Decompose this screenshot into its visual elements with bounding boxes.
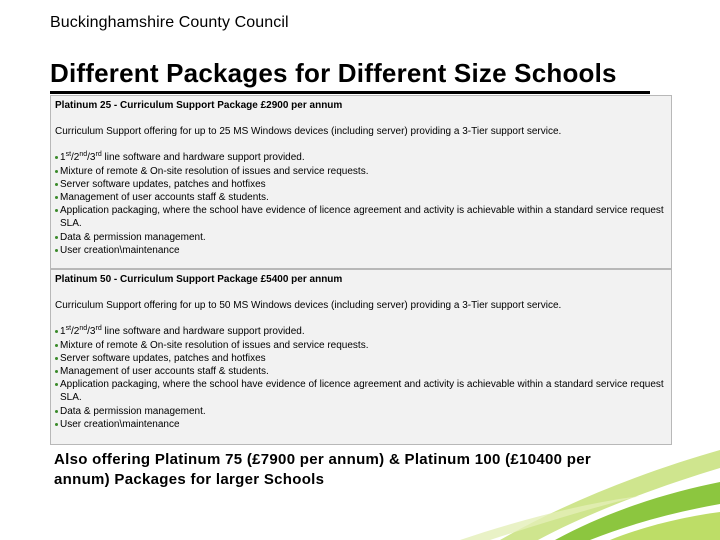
list-item: Data & permission management. <box>55 231 667 244</box>
package-intro: Curriculum Support offering for up to 50 MS Windows devices (including server) providing a 3-Tier support service. <box>55 300 562 312</box>
list-item: Server software updates, patches and hotfixes <box>55 178 667 191</box>
page-title: Different Packages for Different Size Schools <box>50 58 617 88</box>
title-underline <box>50 91 650 94</box>
green-swoosh-decoration <box>460 420 720 540</box>
list-item: Mixture of remote & On-site resolution of issues and service requests. <box>55 165 667 178</box>
list-item: Management of user accounts staff & students. <box>55 365 667 378</box>
package-intro: Curriculum Support offering for up to 25 MS Windows devices (including server) providing a 3-Tier support service. <box>55 126 562 138</box>
list-item: User creation\maintenance <box>55 418 667 431</box>
package-platinum-25 <box>50 95 672 269</box>
list-item: Application packaging, where the school have evidence of licence agreement and activity is achievable within a standard service request SLA. <box>55 378 667 404</box>
list-item: Data & permission management. <box>55 405 667 418</box>
organization-name: Buckinghamshire County Council <box>50 14 289 31</box>
package-heading: Platinum 25 - Curriculum Support Package £2900 per annum <box>55 100 343 111</box>
list-item: 1st/2nd/3rd line software and hardware support provided. <box>55 325 667 338</box>
additional-packages-note: Also offering Platinum 75 (£7900 per annum) & Platinum 100 (£10400 per annum) Packages for larger Schools <box>54 451 591 488</box>
list-item: Server software updates, patches and hotfixes <box>55 352 667 365</box>
list-item: Mixture of remote & On-site resolution of issues and service requests. <box>55 339 667 352</box>
package-heading: Platinum 50 - Curriculum Support Package £5400 per annum <box>55 274 343 285</box>
list-item: Application packaging, where the school have evidence of licence agreement and activity is achievable within a standard service request SLA. <box>55 204 667 230</box>
package-platinum-50 <box>50 269 672 445</box>
list-item: 1st/2nd/3rd line software and hardware support provided. <box>55 151 667 164</box>
feature-list <box>55 325 667 431</box>
list-item: Management of user accounts staff & students. <box>55 191 667 204</box>
feature-list <box>55 151 667 257</box>
list-item: User creation\maintenance <box>55 244 667 257</box>
